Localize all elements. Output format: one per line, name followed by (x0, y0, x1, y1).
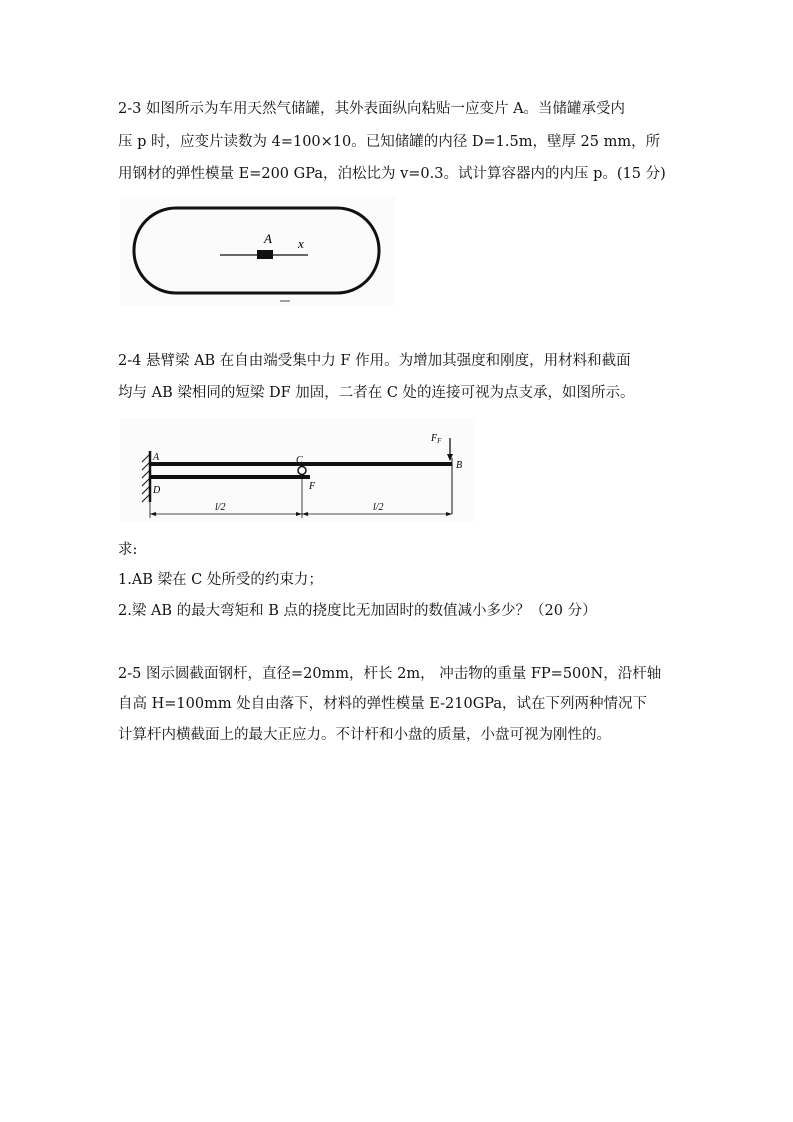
label-b: B (456, 460, 463, 471)
beam-figure (120, 418, 475, 522)
p24-line-1: 2-4 悬臂梁 AB 在自由端受集中力 F 作用。为增加其强度和刚度，用材料和截面 (118, 353, 631, 369)
p23-line-3: 用钢材的弹性模量 E=200 GPa，泊松比为 v=0.3。试计算容器内的内压 p。(15 分) (118, 166, 666, 182)
p24-line-2: 均与 AB 梁相同的短梁 DF 加固，二者在 C 处的连接可视为点支承，如图所示。 (118, 385, 635, 401)
dim-arrow (296, 512, 302, 516)
p25-line-3: 计算杆内横截面上的最大正应力。不计杆和小盘的质量，小盘可视为刚性的。 (118, 727, 611, 743)
beam-df (150, 475, 310, 479)
p23-line-2: 压 p 时，应变片读数为 4=100×10。已知储罐的内径 D=1.5m，壁厚 25 mm，所 (118, 134, 661, 150)
tank-diagram (120, 197, 395, 306)
tank-outline (134, 208, 379, 293)
p24-q1: 1.AB 梁在 C 处所受的约束力； (118, 572, 323, 588)
beam-diagram (120, 418, 475, 522)
point-support-c (298, 467, 306, 475)
dim-label-left: l/2 (215, 502, 226, 513)
dim-arrow (150, 512, 156, 516)
label-f: F (309, 481, 316, 492)
p25-line-2: 自高 H=100mm 处自由落下，材料的弹性模量 E-210GPa，试在下列两种情况下 (118, 696, 648, 712)
label-force: $F_F$ (431, 433, 442, 445)
label-a: A (153, 452, 160, 463)
label-a: A (264, 231, 272, 246)
label-d: D (153, 485, 161, 496)
dim-label-right: l/2 (373, 502, 384, 513)
tank-figure (120, 197, 395, 306)
strain-gauge-a (257, 250, 273, 259)
p23-line-1: 2-3 如图所示为车用天然气储罐，其外表面纵向粘贴一应变片 A。当储罐承受内 (118, 101, 626, 117)
p24-ask: 求: (118, 542, 138, 558)
label-c: C (296, 455, 303, 466)
dim-arrow (446, 512, 452, 516)
dim-arrow (302, 512, 308, 516)
label-x: x (298, 236, 304, 251)
p24-q2: 2.梁 AB 的最大弯矩和 B 点的挠度比无加固时的数值减小多少？（20 分） (118, 603, 597, 619)
p25-line-1: 2-5 图示圆截面钢杆，直径=20mm，杆长 2m， 冲击物的重量 FP=500N，沿杆轴 (118, 666, 662, 682)
